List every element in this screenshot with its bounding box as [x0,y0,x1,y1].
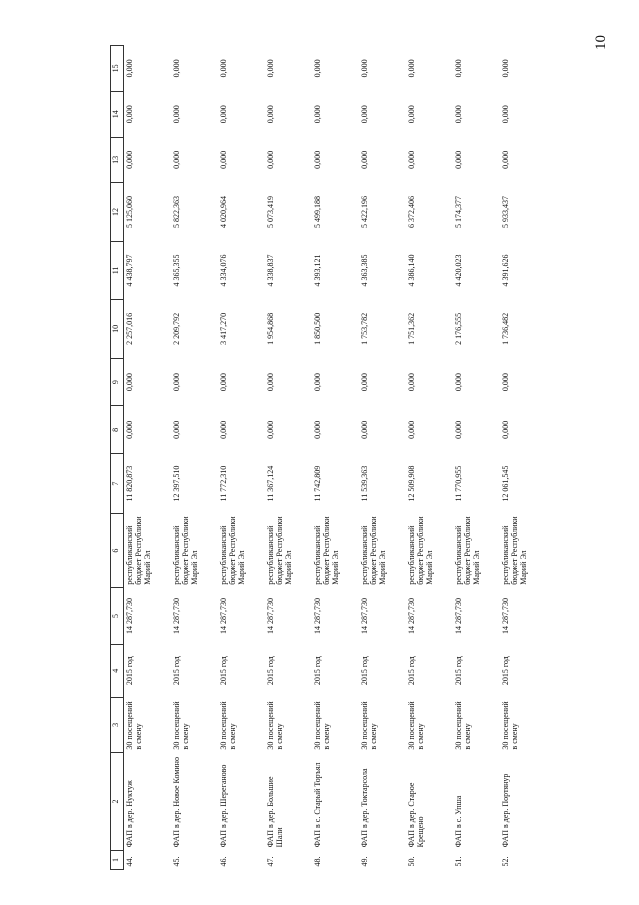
facility-name-cell: ФАП в дер. Нуктуж [125,780,134,848]
column-header-10: 10 [111,300,124,358]
rotated-table-container [110,45,536,870]
amount-col15-cell: 0,000 [360,59,369,78]
amount-col8-cell: 0,000 [360,420,369,439]
column-header-9: 9 [111,358,124,406]
amount-col15-cell: 0,000 [219,59,228,78]
row-number-cell: 48. [313,856,322,867]
amount-col9-cell: 0,000 [172,373,181,392]
funding-source-cell: республиканский бюджет Республики Марий Эл [266,516,294,585]
capacity-cell: 30 посещений в смену [266,701,285,750]
amount-col13-cell: 0,000 [172,150,181,169]
amount-col14-cell: 0,000 [313,105,322,124]
amount-col10-cell: 1 751,362 [407,312,416,345]
funding-source-cell: республиканский бюджет Республики Марий Эл [360,516,388,585]
amount-col8-cell: 0,000 [172,420,181,439]
table-header [111,46,124,870]
amount-col8-cell: 0,000 [501,420,510,439]
amount-col13-cell: 0,000 [454,150,463,169]
amount-col12-cell: 4 020,964 [219,195,228,228]
amount-col12-cell: 6 372,406 [407,195,416,228]
amount-col15-cell: 0,000 [501,59,510,78]
amount-col11-cell: 4 363,385 [360,254,369,287]
column-header-6: 6 [111,513,124,587]
funding-source-cell: республиканский бюджет Республики Марий Эл [407,516,435,585]
amount-col11-cell: 4 391,626 [501,254,510,287]
amount-col12-cell: 5 174,377 [454,195,463,228]
amount-col9-cell: 0,000 [266,373,275,392]
capacity-cell: 30 посещений в смену [125,701,144,750]
table-row [124,46,172,870]
amount-col9-cell: 0,000 [454,373,463,392]
column-header-14: 14 [111,91,124,137]
funding-source-cell: республиканский бюджет Республики Марий Эл [125,516,153,585]
amount-col13-cell: 0,000 [266,150,275,169]
amount-col12-cell: 5 422,196 [360,195,369,228]
amount-col15-cell: 0,000 [266,59,275,78]
amount-col12-cell: 5 499,188 [313,195,322,228]
amount-col13-cell: 0,000 [219,150,228,169]
amount-col12-cell: 5 822,363 [172,195,181,228]
amount-col8-cell: 0,000 [125,420,134,439]
table-row [359,46,406,870]
column-header-12: 12 [111,183,124,241]
year-cell: 2015 год [360,656,369,686]
facility-name-cell: ФАП в с. Старый Торъял [313,762,322,848]
funding-source-cell: республиканский бюджет Республики Марий Эл [501,516,529,585]
amount-col14-cell: 0,000 [219,105,228,124]
amount-col11-cell: 4 420,023 [454,254,463,287]
row-number-cell: 45. [172,856,181,867]
column-header-3: 3 [111,697,124,752]
facility-name-cell: ФАП в дер. Токтарсола [360,768,369,848]
amount-col7-cell: 11 820,873 [125,465,134,502]
amount-col8-cell: 0,000 [219,420,228,439]
amount-col11-cell: 4 438,797 [125,254,134,287]
page-number: 10 [593,35,609,50]
year-cell: 2015 год [454,656,463,686]
amount-col10-cell: 3 417,270 [219,312,228,345]
year-cell: 2015 год [266,656,275,686]
column-header-15: 15 [111,46,124,92]
year-cell: 2015 год [407,656,416,686]
row-number-cell: 49. [360,856,369,867]
amount-col8-cell: 0,000 [407,420,416,439]
column-header-5: 5 [111,588,124,644]
funding-source-cell: республиканский бюджет Республики Марий Эл [454,516,482,585]
cost-total-cell: 14 287,730 [454,597,463,634]
facility-name-cell: ФАП в дер. Шереганово [219,764,228,848]
table-row [171,46,218,870]
amount-col7-cell: 11 539,363 [360,465,369,502]
amount-col10-cell: 1 736,482 [501,312,510,345]
row-number-cell: 47. [266,856,275,867]
year-cell: 2015 год [125,656,134,686]
row-number-cell: 52. [501,856,510,867]
cost-total-cell: 14 287,730 [172,597,181,634]
table-row [218,46,265,870]
column-header-1: 1 [111,850,124,869]
amount-col10-cell: 2 257,016 [125,312,134,345]
facility-name-cell: ФАП в дер. Старое Крещено [407,782,426,848]
table-row [312,46,359,870]
capacity-cell: 30 посещений в смену [501,701,520,750]
facility-name-cell: ФАП в с. Упша [454,795,463,848]
amount-col8-cell: 0,000 [313,420,322,439]
row-number-cell: 51. [454,856,463,867]
amount-col15-cell: 0,000 [172,59,181,78]
amount-col9-cell: 0,000 [219,373,228,392]
amount-col11-cell: 4 393,121 [313,254,322,287]
financing-table [110,45,547,870]
cost-total-cell: 14 287,730 [501,597,510,634]
year-cell: 2015 год [172,656,181,686]
column-header-4: 4 [111,644,124,697]
amount-col7-cell: 12 061,545 [501,465,510,502]
row-number-cell: 46. [219,856,228,867]
amount-col10-cell: 2 176,555 [454,312,463,345]
amount-col10-cell: 1 850,500 [313,312,322,345]
facility-name-cell: ФАП в дер. Портянур [501,773,510,848]
year-cell: 2015 год [219,656,228,686]
amount-col7-cell: 11 770,955 [454,465,463,502]
column-header-2: 2 [111,753,124,851]
amount-col9-cell: 0,000 [407,373,416,392]
facility-name-cell: ФАП в дер. Новое Комино [172,757,181,848]
year-cell: 2015 год [501,656,510,686]
amount-col11-cell: 4 365,355 [172,254,181,287]
amount-col12-cell: 5 073,419 [266,195,275,228]
amount-col15-cell: 0,000 [454,59,463,78]
column-header-11: 11 [111,241,124,299]
funding-source-cell: республиканский бюджет Республики Марий Эл [313,516,341,585]
amount-col12-cell: 5 125,060 [125,195,134,228]
header-row [111,46,124,870]
amount-col13-cell: 0,000 [407,150,416,169]
amount-col15-cell: 0,000 [125,59,134,78]
amount-col7-cell: 11 772,310 [219,465,228,502]
amount-col9-cell: 0,000 [501,373,510,392]
year-cell: 2015 год [313,656,322,686]
funding-source-cell: республиканский бюджет Республики Марий Эл [172,516,200,585]
table-row [500,46,547,870]
table-body [124,46,548,870]
capacity-cell: 30 посещений в смену [360,701,379,750]
table-row [453,46,500,870]
amount-col7-cell: 12 509,908 [407,465,416,502]
cost-total-cell: 14 287,730 [266,597,275,634]
table-row [265,46,312,870]
amount-col10-cell: 1 753,782 [360,312,369,345]
capacity-cell: 30 посещений в смену [172,701,191,750]
amount-col9-cell: 0,000 [313,373,322,392]
amount-col13-cell: 0,000 [125,150,134,169]
amount-col15-cell: 0,000 [313,59,322,78]
table-row [406,46,453,870]
column-header-8: 8 [111,406,124,454]
capacity-cell: 30 посещений в смену [454,701,473,750]
column-header-13: 13 [111,137,124,183]
capacity-cell: 30 посещений в смену [219,701,238,750]
cost-total-cell: 14 287,730 [125,597,134,634]
amount-col14-cell: 0,000 [125,105,134,124]
cost-total-cell: 14 287,730 [313,597,322,634]
amount-col14-cell: 0,000 [501,105,510,124]
amount-col14-cell: 0,000 [172,105,181,124]
cost-total-cell: 14 287,730 [407,597,416,634]
cost-total-cell: 14 287,730 [219,597,228,634]
cost-total-cell: 14 287,730 [360,597,369,634]
amount-col13-cell: 0,000 [501,150,510,169]
amount-col10-cell: 2 209,792 [172,312,181,345]
amount-col14-cell: 0,000 [360,105,369,124]
funding-source-cell: республиканский бюджет Республики Марий Эл [219,516,247,585]
amount-col10-cell: 1 954,868 [266,312,275,345]
amount-col11-cell: 4 334,076 [219,254,228,287]
amount-col9-cell: 0,000 [360,373,369,392]
amount-col11-cell: 4 338,837 [266,254,275,287]
amount-col9-cell: 0,000 [125,373,134,392]
amount-col7-cell: 11 367,124 [266,465,275,502]
amount-col15-cell: 0,000 [407,59,416,78]
amount-col7-cell: 11 742,809 [313,465,322,502]
amount-col13-cell: 0,000 [360,150,369,169]
amount-col14-cell: 0,000 [266,105,275,124]
amount-col7-cell: 12 397,510 [172,465,181,502]
capacity-cell: 30 посещений в смену [407,701,426,750]
row-number-cell: 44. [125,856,134,867]
amount-col8-cell: 0,000 [454,420,463,439]
amount-col14-cell: 0,000 [454,105,463,124]
amount-col8-cell: 0,000 [266,420,275,439]
facility-name-cell: ФАП в дер. Большие Шали [266,776,285,848]
capacity-cell: 30 посещений в смену [313,701,332,750]
column-header-7: 7 [111,454,124,514]
amount-col12-cell: 5 933,437 [501,195,510,228]
amount-col14-cell: 0,000 [407,105,416,124]
amount-col11-cell: 4 386,140 [407,254,416,287]
amount-col13-cell: 0,000 [313,150,322,169]
row-number-cell: 50. [407,856,416,867]
